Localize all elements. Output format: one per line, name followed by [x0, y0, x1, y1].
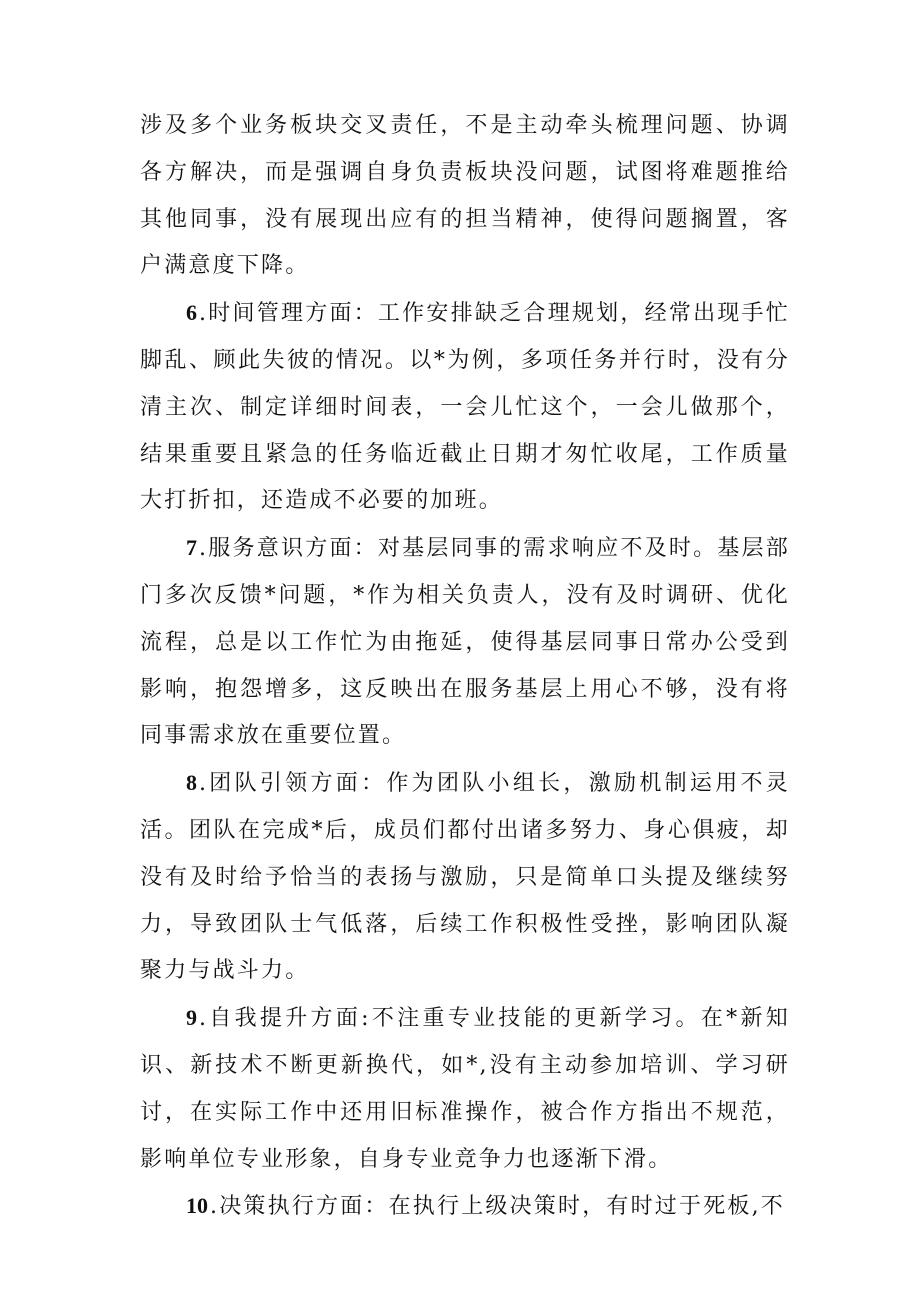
paragraph-text: .自我提升方面:不注重专业技能的更新学习。在*新知识、新技术不断更新换代，如*,没有主动参加培训、学习研讨，在实际工作中还用旧标准操作，被合作方指出不规范，影响单位专业形象，自身专业竞争力也逐渐下滑。	[140, 1006, 790, 1172]
paragraph-text: .时间管理方面：工作安排缺乏合理规划，经常出现手忙脚乱、顾此失彼的情况。以*为例，多项任务并行时，没有分清主次、制定详细时间表，一会儿忙这个，一会儿做那个，结果重要且紧急的任务临近截止日期才匆忙收尾，工作质量大打折扣，还造成不必要的加班。	[140, 301, 790, 514]
paragraph-number: 7	[186, 535, 197, 561]
paragraph-item-8	[140, 760, 790, 995]
paragraph-item-7	[140, 525, 790, 760]
paragraph-text: .团队引领方面：作为团队小组长，激励机制运用不灵活。团队在完成*后，成员们都付出诸多努力、身心俱疲，却没有及时给予恰当的表扬与激励，只是简单口头提及继续努力，导致团队士气低落，后续工作积极性受挫，影响团队凝聚力与战斗力。	[140, 771, 790, 984]
document-body	[140, 103, 790, 1231]
paragraph-number: 10	[186, 1193, 208, 1219]
paragraph-item-6	[140, 290, 790, 525]
paragraph-text: .决策执行方面：在执行上级决策时，有时过于死板,不	[210, 1194, 785, 1220]
paragraph-item-9	[140, 995, 790, 1183]
paragraph-text: 涉及多个业务板块交叉责任，不是主动牵头梳理问题、协调各方解决，而是强调自身负责板块没问题，试图将难题推给其他同事，没有展现出应有的担当精神，使得问题搁置，客户满意度下降。	[140, 113, 790, 279]
paragraph-number: 9	[186, 1005, 197, 1031]
paragraph-number: 8	[186, 770, 197, 796]
paragraph-item-10	[140, 1183, 790, 1231]
paragraph-text: .服务意识方面：对基层同事的需求响应不及时。基层部门多次反馈*问题，*作为相关负责人，没有及时调研、优化流程，总是以工作忙为由拖延，使得基层同事日常办公受到影响，抱怨增多，这反映出在服务基层上用心不够，没有将同事需求放在重要位置。	[140, 536, 790, 749]
paragraph-continued	[140, 103, 790, 290]
paragraph-number: 6	[186, 300, 197, 326]
